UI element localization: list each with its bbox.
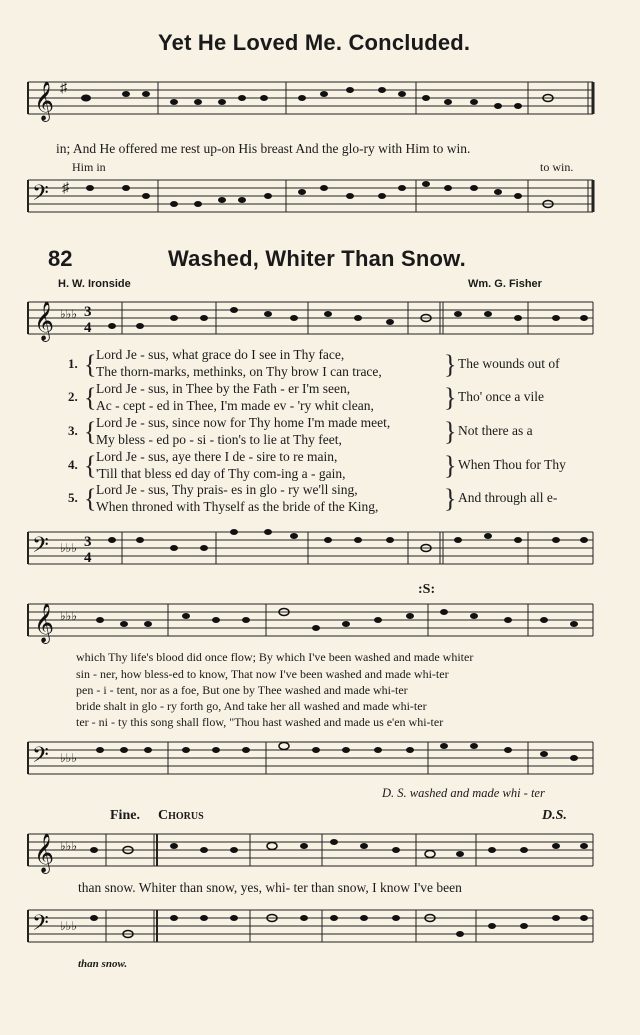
svg-text:♭♭♭: ♭♭♭ (60, 609, 77, 623)
verse-number: 1. (68, 356, 78, 371)
hymn-bass-staff-1 (28, 526, 628, 576)
verse-number: 3. (68, 423, 78, 438)
verse-1-end: The wounds out of (458, 356, 560, 371)
verse-number: 5. (68, 490, 78, 505)
svg-text:𝄞: 𝄞 (34, 835, 55, 872)
hymn-treble-staff-2 (28, 598, 628, 648)
hymn-treble-staff-1 (28, 296, 628, 346)
brace-left: { (84, 417, 97, 446)
brace-right: } (444, 383, 457, 412)
bass-footer-text: than snow. (78, 958, 128, 970)
svg-text:𝄢: 𝄢 (32, 181, 49, 210)
svg-text:𝄞: 𝄞 (34, 303, 55, 340)
verse-1-line-2: The thorn-marks, methinks, on Thy brow I can trace, (96, 364, 382, 379)
verse-5-line-2: When throned with Thyself as the bride of the King, (96, 499, 379, 514)
verse-3-end: Not there as a (458, 423, 533, 438)
system2-line-3: pen - i - tent, nor as a foe, But one by Thee washed and made whi-ter (76, 683, 408, 697)
chorus-label: Chorus (158, 808, 204, 823)
hymn-bass-staff-2 (28, 736, 628, 786)
svg-text:4: 4 (84, 550, 92, 566)
verse-3-line-2: My bless - ed po - si - tion's to lie at Thy feet, (96, 432, 342, 447)
verse-2-line-2: Ac - cept - ed in Thee, I'm made ev - 'ry whit clean, (96, 398, 374, 413)
hymn-title: Washed, Whiter Than Snow. (168, 246, 466, 271)
brace-right: } (444, 417, 457, 446)
svg-text:3: 3 (84, 304, 92, 320)
svg-text:𝄢: 𝄢 (32, 911, 49, 940)
fine-label: Fine. (110, 808, 140, 823)
brace-right: } (444, 451, 457, 480)
svg-text:𝄞: 𝄞 (34, 605, 55, 642)
verse-4-end: When Thou for Thy (458, 457, 566, 472)
prev-bass-words-left: Him in (72, 160, 106, 174)
svg-text:𝄞: 𝄞 (34, 83, 55, 120)
verse-1-line-1: Lord Je - sus, what grace do I see in Thy face, (96, 347, 345, 362)
verse-2-end: Tho' once a vile (458, 389, 545, 404)
prev-bass-staff (28, 174, 628, 224)
svg-text:♯: ♯ (62, 181, 69, 196)
verse-5-end: And through all e- (458, 490, 558, 505)
system2-line-5: ter - ni - ty this song shall flow, "Thou hast washed and made us e'en whi-ter (76, 715, 444, 729)
ds-footnote: D. S. washed and made whi - ter (382, 786, 545, 800)
segno-sign: :S: (418, 582, 436, 597)
prev-hymn-title: Yet He Loved Me. Concluded. (158, 30, 471, 55)
verse-3-line-1: Lord Je - sus, since now for Thy home I'm made meet, (96, 415, 391, 430)
svg-text:♭♭♭: ♭♭♭ (60, 541, 77, 555)
verse-4-line-2: 'Till that bless ed day of Thy com-ing a - gain, (96, 466, 346, 481)
verse-5-line-1: Lord Je - sus, Thy prais- es in glo - ry we'll sing, (96, 482, 358, 497)
svg-text:♭♭♭: ♭♭♭ (60, 919, 77, 933)
prev-bass-words-right: to win. (540, 160, 574, 174)
brace-left: { (84, 383, 97, 412)
system2-line-1: which Thy life's blood did once flow; By which I've been washed and made whiter (76, 650, 474, 664)
brace-right: } (444, 350, 457, 379)
svg-text:♭♭♭: ♭♭♭ (60, 839, 77, 853)
ds-label: D.S. (542, 808, 567, 823)
svg-text:𝄢: 𝄢 (32, 533, 49, 562)
hymn-bass-staff-3 (28, 904, 628, 954)
verse-number: 4. (68, 457, 78, 472)
system2-line-4: bride shalt in glo - ry forth go, And take her all washed and made whi-ter (76, 699, 427, 713)
svg-text:4: 4 (84, 320, 92, 336)
brace-right: } (444, 484, 457, 513)
verse-4-line-1: Lord Je - sus, aye there I de - sire to re main, (96, 449, 338, 464)
brace-left: { (84, 451, 97, 480)
svg-text:𝄢: 𝄢 (32, 743, 49, 772)
system2-line-2: sin - ner, how bless-ed to know, That now I've been washed and made whi-ter (76, 667, 449, 681)
prev-treble-staff (28, 76, 628, 126)
svg-text:♭♭♭: ♭♭♭ (60, 307, 77, 321)
verse-2-line-1: Lord Je - sus, in Thee by the Fath - er I'm seen, (96, 381, 351, 396)
chorus-lyric-line: than snow. Whiter than snow, yes, whi- ter than snow, I know I've been (78, 880, 462, 895)
svg-text:♯: ♯ (60, 81, 67, 96)
hymn-music-by: Wm. G. Fisher (468, 278, 542, 290)
svg-text:3: 3 (84, 534, 92, 550)
brace-left: { (84, 484, 97, 513)
prev-lyric-line: in; And He offered me rest up-on His breast And the glo-ry with Him to win. (56, 141, 471, 156)
brace-left: { (84, 350, 97, 379)
hymn-words-by: H. W. Ironside (58, 278, 131, 290)
hymn-treble-staff-3 (28, 828, 628, 878)
verse-number: 2. (68, 389, 78, 404)
svg-text:♭♭♭: ♭♭♭ (60, 751, 77, 765)
hymn-number: 82 (48, 246, 73, 271)
